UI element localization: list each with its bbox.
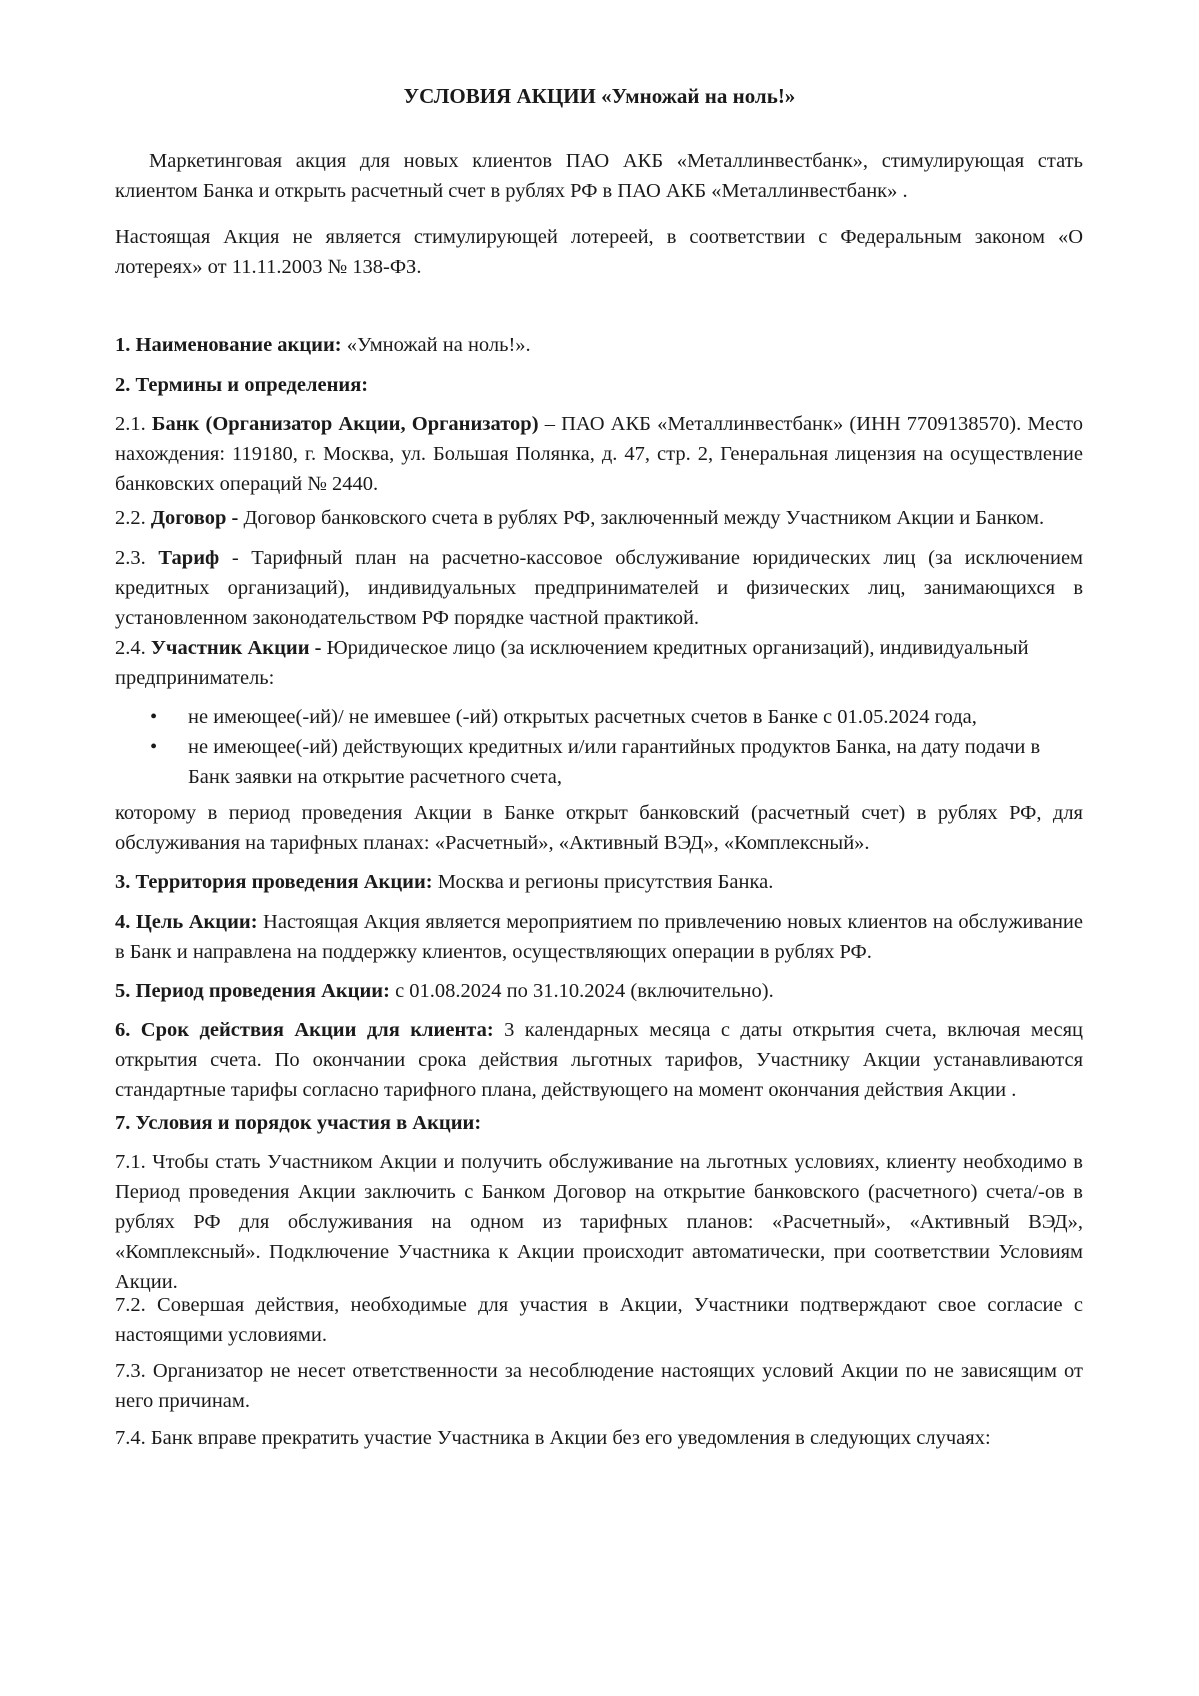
section-2-heading [115, 370, 1083, 400]
section-1-label: 1. Наименование акции: [115, 334, 342, 356]
document-title: УСЛОВИЯ АКЦИИ «Умножай на ноль!» [403, 84, 796, 108]
section-6-label: 6. Срок действия Акции для клиента: [115, 1019, 494, 1041]
list-item [150, 732, 1085, 792]
list-item-text: не имеющее(-ий)/ не имевшее (-ий) открытых расчетных счетов в Банке с 01.05.2024 года, [188, 706, 977, 728]
clause-2-3-term: Тариф [158, 547, 220, 569]
intro-paragraph-1: Маркетинговая акция для новых клиентов ПАО АКБ «Металлинвестбанк», стимулирующая стать клиентом Банка и открыть расчетный счет в рублях РФ в ПАО АКБ «Металлинвестбанк» . [115, 150, 1083, 202]
section-1-text: «Умножай на ноль!». [341, 334, 531, 356]
section-3-label: 3. Территория проведения Акции: [115, 871, 433, 893]
section-5-label: 5. Период проведения Акции: [115, 980, 390, 1002]
clause-2-4-text: Юридическое лицо (за исключением кредитных организаций), индивидуальный предприниматель: [115, 637, 1029, 689]
section-4-text: Настоящая Акция является мероприятием по привлечению новых клиентов на обслуживание в Банк и направлена на поддержку клиентов, осуществляющих операции в рублях РФ. [115, 911, 1083, 963]
section-5-text: с 01.08.2024 по 31.10.2024 (включительно). [389, 980, 774, 1002]
clause-2-3-number: 2.3. [115, 547, 159, 569]
clause-2-1 [115, 409, 1083, 499]
clause-2-2 [115, 503, 1083, 533]
section-6-text: 3 календарных месяца с даты открытия счета, включая месяц открытия счета. По окончании срока действия льготных тарифов, Участнику Акции устанавливаются стандартные тарифы согласно тарифного плана, действующего на момент окончания действия Акции . [115, 1019, 1083, 1101]
clause-7-4: 7.4. Банк вправе прекратить участие Участника в Акции без его уведомления в следующих случаях: [115, 1427, 991, 1449]
bullet-icon: • [150, 706, 158, 728]
clause-2-2-number: 2.2. [115, 507, 151, 529]
clause-2-2-text: Договор банковского счета в рублях РФ, заключенный между Участником Акции и Банком. [238, 507, 1045, 529]
section-3 [115, 867, 1083, 897]
section-7-heading [115, 1108, 1083, 1138]
clause-7-2: 7.2. Совершая действия, необходимые для участия в Акции, Участники подтверждают свое согласие с настоящими условиями. [115, 1294, 1083, 1346]
participant-criteria-list [150, 702, 1085, 792]
clause-2-1-text: – ПАО АКБ «Металлинвестбанк» (ИНН 7709138570). Место нахождения: 119180, г. Москва, ул. Большая Полянка, д. 47, стр. 2, Генеральная лицензия на осуществление банковских операций № 2440. [115, 413, 1083, 495]
section-1 [115, 330, 1083, 360]
clause-2-4-number: 2.4. [115, 637, 151, 659]
clause-2-2-term: Договор - [150, 507, 239, 529]
clause-2-3-text: - Тарифный план на расчетно-кассовое обслуживание юридических лиц (за исключением кредитных организаций), индивидуальных предпринимателей и физических лиц, занимающихся в установленном законодательством РФ порядке частной практикой. [115, 547, 1084, 629]
clause-2-1-number: 2.1. [115, 413, 152, 435]
section-6 [115, 1015, 1083, 1105]
section-4 [115, 907, 1083, 967]
clause-2-3 [115, 543, 1083, 633]
clause-2-4-term: Участник Акции - [150, 637, 322, 659]
section-2-label: 2. Термины и определения: [115, 374, 369, 396]
section-5 [115, 976, 1083, 1006]
bullet-icon: • [150, 736, 158, 758]
section-7-label: 7. Условия и порядок участия в Акции: [115, 1112, 482, 1134]
section-4-label: 4. Цель Акции: [115, 911, 258, 933]
intro-paragraph-2: Настоящая Акция не является стимулирующей лотереей, в соответствии с Федеральным законом «О лотереях» от 11.11.2003 № 138-ФЗ. [115, 226, 1083, 278]
clause-2-4 [115, 633, 1083, 693]
section-3-text: Москва и регионы присутствия Банка. [432, 871, 774, 893]
clause-2-4-tail: которому в период проведения Акции в Банке открыт банковский (расчетный счет) в рублях РФ, для обслуживания на тарифных планах: «Расчетный», «Активный ВЭД», «Комплексный». [115, 802, 1083, 854]
list-item-text: не имеющее(-ий) действующих кредитных и/или гарантийных продуктов Банка, на дату подачи в Банк заявки на открытие расчетного счета, [188, 736, 1041, 788]
clause-7-3: 7.3. Организатор не несет ответственности за несоблюдение настоящих условий Акции по не зависящим от него причинам. [115, 1360, 1083, 1412]
clause-7-1: 7.1. Чтобы стать Участником Акции и получить обслуживание на льготных условиях, клиенту необходимо в Период проведения Акции заключить с Банком Договор на открытие банковского (расчетного) счета/-ов в рублях РФ для обслуживания на одном из тарифных планов: «Расчетный», «Активный ВЭД», «Комплексный». Подключение Участника к Акции происходит автоматически, при соответствии Условиям Акции. [115, 1151, 1083, 1293]
list-item [150, 702, 1085, 732]
clause-2-1-term: Банк (Организатор Акции, Организатор) [151, 413, 539, 435]
